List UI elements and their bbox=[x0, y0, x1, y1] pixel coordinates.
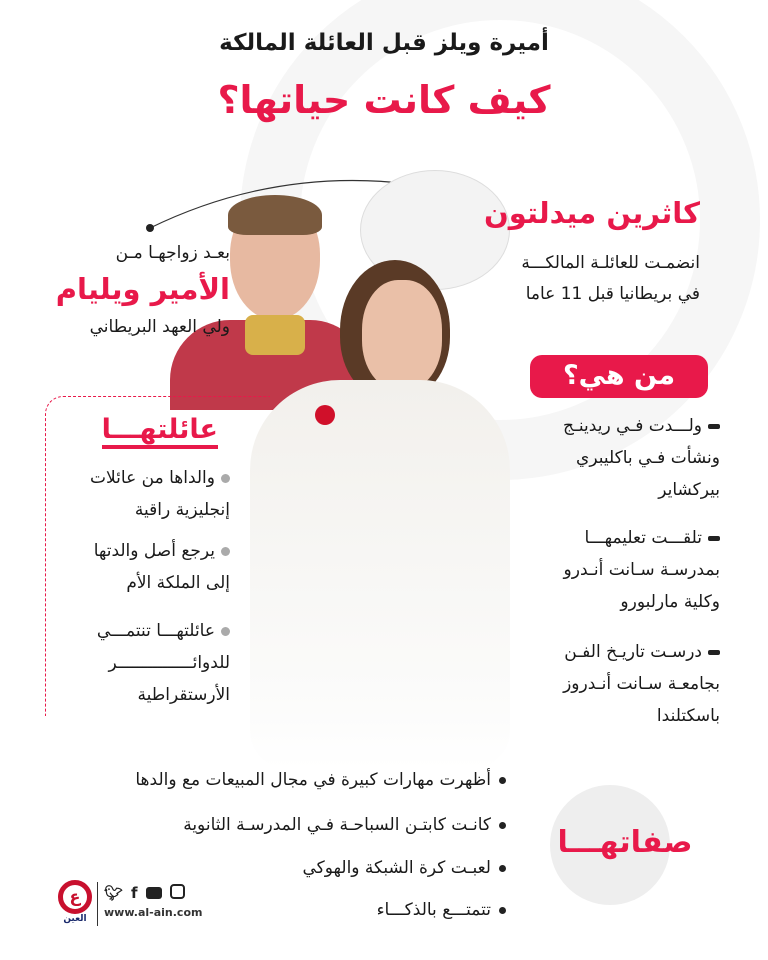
twitter-icon[interactable]: 🐦︎ bbox=[104, 884, 124, 902]
family-item bbox=[40, 615, 230, 711]
william-role: ولي العهد البريطاني bbox=[89, 317, 230, 337]
line: ولـــدت فـي ريدينـج bbox=[562, 416, 702, 436]
bullet-icon bbox=[499, 865, 506, 872]
line: إلى الملكة الأم bbox=[126, 573, 230, 593]
dash-icon bbox=[708, 424, 720, 429]
bullet-icon bbox=[499, 907, 506, 914]
line: تلقـــت تعليمهـــا bbox=[584, 528, 702, 548]
trait-item bbox=[377, 896, 506, 924]
line: يرجع أصل والدتها bbox=[93, 541, 215, 561]
who-item bbox=[510, 522, 720, 618]
line: تتمتـــع بالذكـــاء bbox=[376, 900, 491, 920]
kate-middleton-photo bbox=[230, 150, 530, 770]
trait-item bbox=[135, 766, 506, 794]
line: كانـت كابتـن السباحـة فـي المدرسـة الثانوية bbox=[183, 815, 491, 835]
william-intro: بعـد زواجهـا مـن bbox=[115, 243, 230, 263]
line: باسكتلندا bbox=[656, 706, 720, 726]
line: لعبـت كرة الشبكة والهوكي bbox=[302, 858, 491, 878]
instagram-icon[interactable] bbox=[170, 884, 185, 899]
al-ain-logo: ع bbox=[58, 880, 92, 914]
line: الأرستقراطية bbox=[137, 685, 230, 705]
traits-heading: صفاتهـــا bbox=[557, 825, 693, 860]
william-name: الأمير ويليام bbox=[55, 272, 230, 306]
who-item bbox=[510, 410, 720, 506]
line: للدوائـــــــــــــــر bbox=[108, 653, 230, 673]
page-subtitle: كيف كانت حياتها؟ bbox=[217, 78, 551, 122]
family-item bbox=[40, 462, 230, 526]
line: ونشأت فـي باكليبري bbox=[576, 448, 720, 468]
kate-line-1: انضمـت للعائلـة المالكـــة bbox=[521, 253, 700, 273]
youtube-icon[interactable] bbox=[146, 887, 162, 899]
line: بجامعـة سـانت أنـدروز bbox=[563, 674, 720, 694]
who-is-she-heading: من هي؟ bbox=[530, 355, 708, 398]
line: درسـت تاريـخ الفـن bbox=[564, 642, 702, 662]
bullet-icon bbox=[221, 474, 230, 483]
trait-item bbox=[183, 811, 506, 839]
page-title: أميرة ويلز قبل العائلة المالكة bbox=[219, 30, 549, 56]
bullet-icon bbox=[221, 547, 230, 556]
bullet-icon bbox=[499, 822, 506, 829]
family-heading: عائلتهـــا bbox=[102, 415, 218, 449]
line: إنجليزية راقية bbox=[134, 500, 230, 520]
bullet-icon bbox=[221, 627, 230, 636]
line: بيركشاير bbox=[658, 480, 720, 500]
kate-name: كاثرين ميدلتون bbox=[484, 196, 700, 230]
logo-text: العين bbox=[63, 914, 87, 924]
line: أظهرت مهارات كبيرة في مجال المبيعات مع والدها bbox=[135, 770, 491, 790]
footer-divider bbox=[97, 882, 98, 926]
line: عائلتهـــا تنتمـــي bbox=[96, 621, 215, 641]
who-item bbox=[510, 636, 720, 732]
bullet-icon bbox=[499, 777, 506, 784]
trait-item bbox=[303, 854, 506, 882]
family-item bbox=[40, 535, 230, 599]
website-link[interactable]: www.al-ain.com bbox=[104, 906, 203, 919]
dash-icon bbox=[708, 650, 720, 655]
facebook-icon[interactable]: f bbox=[131, 884, 138, 902]
kate-line-2: في بريطانيا قبل 11 عاما bbox=[525, 284, 700, 304]
poppy-icon bbox=[315, 405, 335, 425]
line: والداها من عائلات bbox=[90, 468, 215, 488]
line: وكلية مارلبورو bbox=[620, 592, 720, 612]
line: بمدرسـة سـانت أنـدرو bbox=[563, 560, 720, 580]
dash-icon bbox=[708, 536, 720, 541]
